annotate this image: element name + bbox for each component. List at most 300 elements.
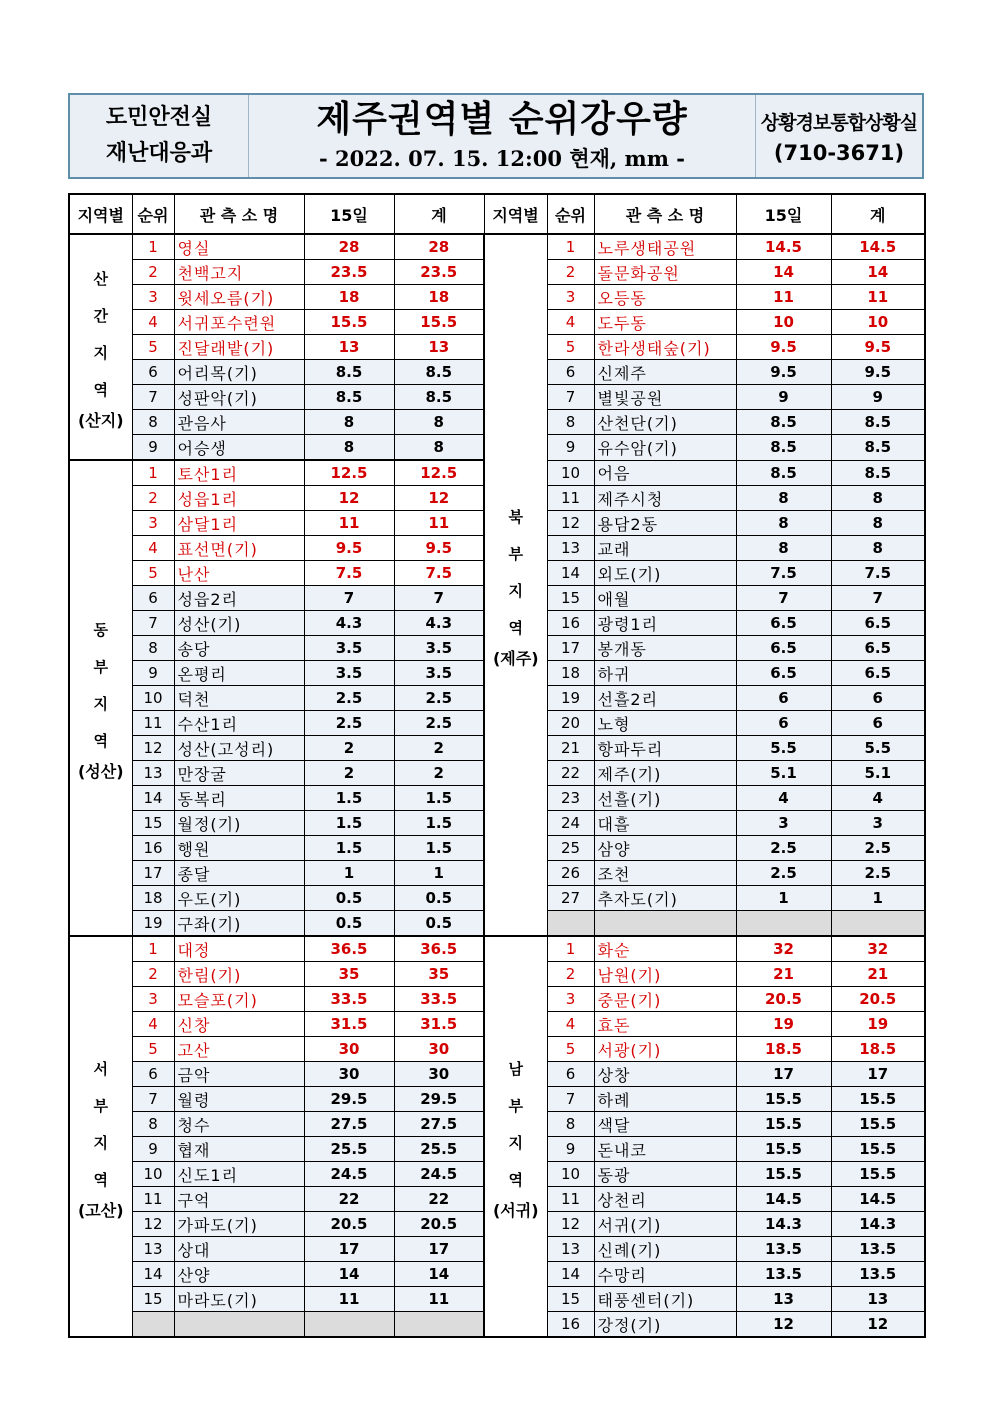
cell-total: 8 <box>831 486 925 511</box>
cell-total: 2 <box>394 761 484 786</box>
cell-rank: 2 <box>132 486 174 511</box>
station-name: 모슬포(기) <box>177 990 258 1010</box>
cell-rank: 27 <box>547 886 594 911</box>
station-name: 표선면(기) <box>177 539 258 559</box>
cell-rank: 8 <box>547 410 594 435</box>
cell-day: 17 <box>304 1237 394 1262</box>
empty-cell <box>547 911 594 937</box>
cell-day: 13 <box>736 1287 831 1312</box>
cell-station <box>594 360 736 385</box>
cell-day: 8 <box>304 410 394 435</box>
station-name: 신제주 <box>597 363 647 383</box>
station-name: 용담2동 <box>597 514 659 534</box>
cell-station <box>594 435 736 461</box>
region-char: 역 <box>93 732 108 750</box>
cell-rank: 5 <box>547 335 594 360</box>
station-name: 제주시청 <box>597 489 664 509</box>
cell-rank: 6 <box>132 586 174 611</box>
station-name: 월령 <box>177 1090 211 1110</box>
cell-station <box>174 360 304 385</box>
cell-day: 2 <box>304 761 394 786</box>
region-east <box>69 460 132 936</box>
cell-total: 6.5 <box>831 661 925 686</box>
cell-total: 1 <box>394 861 484 886</box>
cell-total: 22 <box>394 1187 484 1212</box>
cell-rank: 4 <box>132 536 174 561</box>
station-name: 도두동 <box>597 313 647 333</box>
cell-rank: 2 <box>132 260 174 285</box>
cell-rank: 9 <box>132 661 174 686</box>
cell-rank: 9 <box>547 435 594 461</box>
station-name: 강정(기) <box>597 1315 662 1335</box>
cell-rank: 2 <box>547 260 594 285</box>
cell-station <box>174 686 304 711</box>
contact-block <box>756 95 922 177</box>
station-name: 대흘 <box>597 814 631 834</box>
cell-total: 5.5 <box>831 736 925 761</box>
cell-station <box>174 1087 304 1112</box>
cell-day: 1.5 <box>304 811 394 836</box>
cell-total: 7.5 <box>831 561 925 586</box>
cell-station <box>174 886 304 911</box>
cell-station <box>594 561 736 586</box>
cell-station <box>174 1012 304 1037</box>
station-name: 수산1리 <box>177 714 239 734</box>
region-char: 역 <box>93 381 108 399</box>
cell-day: 8 <box>736 536 831 561</box>
cell-day: 15.5 <box>304 310 394 335</box>
col-total: 계 <box>394 194 484 234</box>
cell-rank: 12 <box>132 1212 174 1237</box>
cell-total: 3.5 <box>394 661 484 686</box>
cell-station <box>174 761 304 786</box>
cell-rank: 23 <box>547 786 594 811</box>
station-name: 애월 <box>597 589 631 609</box>
cell-station <box>174 1037 304 1062</box>
station-name: 만장굴 <box>177 764 227 784</box>
cell-day: 1 <box>304 861 394 886</box>
cell-day: 12 <box>304 486 394 511</box>
cell-day: 14.3 <box>736 1212 831 1237</box>
station-name: 온평리 <box>177 664 227 684</box>
cell-rank: 9 <box>132 435 174 461</box>
station-name: 조천 <box>597 864 631 884</box>
cell-station <box>174 861 304 886</box>
cell-day: 3.5 <box>304 636 394 661</box>
cell-rank: 3 <box>132 987 174 1012</box>
cell-rank: 11 <box>132 1187 174 1212</box>
cell-station <box>594 786 736 811</box>
region-char: 서 <box>93 1059 108 1078</box>
station-name: 오등동 <box>597 288 647 308</box>
cell-day: 18 <box>304 285 394 310</box>
cell-total: 2.5 <box>394 711 484 736</box>
cell-total: 29.5 <box>394 1087 484 1112</box>
report-header <box>68 93 924 179</box>
station-name: 외도(기) <box>597 564 662 584</box>
station-name: 성산(기) <box>177 614 242 634</box>
cell-station <box>594 335 736 360</box>
cell-rank: 5 <box>132 561 174 586</box>
cell-station <box>594 1087 736 1112</box>
cell-station <box>594 1162 736 1187</box>
cell-day: 7.5 <box>736 561 831 586</box>
region-char: 부 <box>93 658 108 676</box>
cell-day: 19 <box>736 1012 831 1037</box>
cell-day: 8 <box>736 486 831 511</box>
cell-rank: 16 <box>547 611 594 636</box>
cell-station <box>174 335 304 360</box>
cell-station <box>594 234 736 260</box>
cell-rank: 19 <box>547 686 594 711</box>
cell-station <box>174 586 304 611</box>
cell-total: 8.5 <box>394 385 484 410</box>
cell-rank: 8 <box>547 1112 594 1137</box>
cell-rank: 3 <box>547 285 594 310</box>
cell-total: 17 <box>394 1237 484 1262</box>
station-name: 항파두리 <box>597 739 664 759</box>
cell-total: 9.5 <box>394 536 484 561</box>
station-name: 금악 <box>177 1065 211 1085</box>
department-block <box>70 95 248 177</box>
cell-rank: 1 <box>132 234 174 260</box>
station-name: 행원 <box>177 839 211 859</box>
station-name: 청수 <box>177 1115 211 1135</box>
cell-total: 14.5 <box>831 234 925 260</box>
cell-total: 11 <box>394 511 484 536</box>
cell-total: 12.5 <box>394 460 484 486</box>
cell-total: 28 <box>394 234 484 260</box>
region-char: 남 <box>508 1059 523 1078</box>
cell-day: 23.5 <box>304 260 394 285</box>
cell-station <box>594 1187 736 1212</box>
cell-rank: 4 <box>132 310 174 335</box>
cell-day: 13 <box>304 335 394 360</box>
cell-total: 12 <box>394 486 484 511</box>
station-name: 신례(기) <box>597 1240 662 1260</box>
cell-day: 6 <box>736 711 831 736</box>
cell-day: 29.5 <box>304 1087 394 1112</box>
cell-rank: 12 <box>132 736 174 761</box>
cell-day: 8.5 <box>304 385 394 410</box>
cell-day: 2.5 <box>304 711 394 736</box>
cell-rank: 16 <box>547 1312 594 1338</box>
cell-day: 5.1 <box>736 761 831 786</box>
region-char: 지 <box>508 1133 523 1152</box>
cell-station <box>594 861 736 886</box>
cell-station <box>174 936 304 962</box>
cell-day: 7 <box>736 586 831 611</box>
region-char: 지 <box>93 344 108 362</box>
station-name: 구억 <box>177 1190 211 1210</box>
cell-total: 23.5 <box>394 260 484 285</box>
cell-total: 8 <box>394 435 484 461</box>
cell-total: 4.3 <box>394 611 484 636</box>
cell-total: 8 <box>831 511 925 536</box>
cell-total: 9 <box>831 385 925 410</box>
cell-station <box>594 1012 736 1037</box>
col-region: 지역별 <box>69 194 132 234</box>
cell-rank: 3 <box>132 285 174 310</box>
cell-day: 14.5 <box>736 234 831 260</box>
cell-total: 1.5 <box>394 811 484 836</box>
cell-day: 1.5 <box>304 786 394 811</box>
cell-total: 30 <box>394 1037 484 1062</box>
station-name: 화순 <box>597 940 631 960</box>
cell-rank: 8 <box>132 410 174 435</box>
region-char: 동 <box>93 621 108 639</box>
cell-rank: 18 <box>132 886 174 911</box>
region-char: 지 <box>93 1133 108 1152</box>
cell-station <box>594 310 736 335</box>
cell-day: 15.5 <box>736 1162 831 1187</box>
station-name: 고산 <box>177 1040 211 1060</box>
station-name: 선흘2리 <box>597 689 659 709</box>
cell-station <box>174 1262 304 1287</box>
cell-total: 12 <box>831 1312 925 1338</box>
cell-rank: 1 <box>547 234 594 260</box>
station-name: 어리목(기) <box>177 363 258 383</box>
cell-station <box>174 435 304 461</box>
cell-station <box>594 886 736 911</box>
cell-total: 20.5 <box>831 987 925 1012</box>
cell-day: 8.5 <box>736 410 831 435</box>
station-name: 덕천 <box>177 689 211 709</box>
cell-day: 2.5 <box>736 861 831 886</box>
cell-day: 8 <box>736 511 831 536</box>
station-name: 신도1리 <box>177 1165 239 1185</box>
cell-station <box>594 486 736 511</box>
cell-station <box>174 661 304 686</box>
station-name: 성판악(기) <box>177 388 258 408</box>
cell-total: 7 <box>831 586 925 611</box>
cell-rank: 15 <box>547 1287 594 1312</box>
cell-total: 13.5 <box>831 1262 925 1287</box>
cell-total: 25.5 <box>394 1137 484 1162</box>
cell-total: 21 <box>831 962 925 987</box>
cell-day: 1 <box>736 886 831 911</box>
cell-station <box>594 1137 736 1162</box>
empty-cell <box>831 911 925 937</box>
station-name: 서귀포수련원 <box>177 313 277 333</box>
cell-station <box>594 1037 736 1062</box>
region-char: 지 <box>508 582 523 600</box>
cell-day: 0.5 <box>304 886 394 911</box>
cell-station <box>174 962 304 987</box>
cell-station <box>174 410 304 435</box>
station-name: 진달래밭(기) <box>177 338 275 358</box>
cell-station <box>174 1212 304 1237</box>
cell-station <box>174 1062 304 1087</box>
station-name: 제주(기) <box>597 764 662 784</box>
cell-station <box>594 836 736 861</box>
col-total: 계 <box>831 194 925 234</box>
cell-station <box>174 736 304 761</box>
cell-day: 36.5 <box>304 936 394 962</box>
cell-day: 4 <box>736 786 831 811</box>
cell-station <box>174 260 304 285</box>
cell-total: 13 <box>394 335 484 360</box>
cell-day: 7 <box>304 586 394 611</box>
cell-station <box>174 987 304 1012</box>
cell-station <box>594 736 736 761</box>
cell-station <box>174 561 304 586</box>
cell-rank: 7 <box>132 1087 174 1112</box>
cell-day: 11 <box>304 511 394 536</box>
cell-station <box>174 1287 304 1312</box>
office-name: 상황경보통합상황실 <box>760 111 918 134</box>
cell-rank: 3 <box>547 987 594 1012</box>
station-name: 토산1리 <box>177 464 239 484</box>
cell-total: 14.5 <box>831 1187 925 1212</box>
cell-rank: 22 <box>547 761 594 786</box>
cell-station <box>174 911 304 937</box>
cell-station <box>174 636 304 661</box>
cell-rank: 24 <box>547 811 594 836</box>
cell-total: 0.5 <box>394 886 484 911</box>
cell-day: 20.5 <box>304 1212 394 1237</box>
cell-total: 14.3 <box>831 1212 925 1237</box>
empty-cell <box>304 1312 394 1338</box>
cell-day: 12.5 <box>304 460 394 486</box>
cell-day: 8.5 <box>736 435 831 461</box>
station-name: 상대 <box>177 1240 211 1260</box>
station-name: 돈내코 <box>597 1140 647 1160</box>
cell-total: 11 <box>394 1287 484 1312</box>
cell-rank: 9 <box>132 1137 174 1162</box>
station-name: 노루생태공원 <box>597 238 697 258</box>
cell-station <box>594 385 736 410</box>
cell-rank: 12 <box>547 511 594 536</box>
region-char: 간 <box>93 307 108 325</box>
cell-day: 27.5 <box>304 1112 394 1137</box>
cell-station <box>174 811 304 836</box>
cell-total: 13.5 <box>831 1237 925 1262</box>
region-char: 역 <box>93 1170 108 1189</box>
cell-day: 35 <box>304 962 394 987</box>
table-body <box>69 234 925 1337</box>
cell-rank: 17 <box>132 861 174 886</box>
station-name: 영실 <box>177 238 211 258</box>
cell-day: 6.5 <box>736 661 831 686</box>
cell-station <box>174 285 304 310</box>
cell-day: 13.5 <box>736 1262 831 1287</box>
station-name: 상천리 <box>597 1190 647 1210</box>
cell-station <box>594 711 736 736</box>
cell-total: 33.5 <box>394 987 484 1012</box>
cell-station <box>174 1112 304 1137</box>
cell-day: 30 <box>304 1037 394 1062</box>
cell-total: 3 <box>831 811 925 836</box>
region-paren: (서귀) <box>492 1200 539 1220</box>
station-name: 성읍2리 <box>177 589 239 609</box>
cell-day: 25.5 <box>304 1137 394 1162</box>
cell-rank: 3 <box>132 511 174 536</box>
cell-station <box>174 711 304 736</box>
cell-total: 1.5 <box>394 836 484 861</box>
cell-day: 9.5 <box>736 335 831 360</box>
cell-day: 2.5 <box>736 836 831 861</box>
cell-station <box>174 1187 304 1212</box>
station-name: 가파도(기) <box>177 1215 258 1235</box>
cell-rank: 11 <box>547 1187 594 1212</box>
station-name: 봉개동 <box>597 639 647 659</box>
cell-station <box>594 511 736 536</box>
cell-total: 8.5 <box>394 360 484 385</box>
cell-total: 35 <box>394 962 484 987</box>
cell-day: 0.5 <box>304 911 394 937</box>
page-title: 제주권역별 순위강우량 <box>316 99 688 140</box>
cell-rank: 21 <box>547 736 594 761</box>
cell-rank: 12 <box>547 1212 594 1237</box>
region-char: 역 <box>508 1170 523 1189</box>
cell-rank: 11 <box>547 486 594 511</box>
cell-station <box>594 761 736 786</box>
station-name: 상창 <box>597 1065 631 1085</box>
cell-station <box>174 460 304 486</box>
cell-station <box>594 1212 736 1237</box>
cell-station <box>594 987 736 1012</box>
cell-total: 6.5 <box>831 636 925 661</box>
cell-total: 4 <box>831 786 925 811</box>
station-name: 윗세오름(기) <box>177 288 275 308</box>
station-name: 효돈 <box>597 1015 631 1035</box>
station-name: 산양 <box>177 1265 211 1285</box>
cell-station <box>174 385 304 410</box>
cell-rank: 4 <box>132 1012 174 1037</box>
cell-day: 10 <box>736 310 831 335</box>
cell-station <box>594 460 736 486</box>
cell-day: 1.5 <box>304 836 394 861</box>
station-name: 난산 <box>177 564 211 584</box>
cell-total: 15.5 <box>831 1162 925 1187</box>
station-name: 남원(기) <box>597 965 662 985</box>
cell-total: 2.5 <box>831 861 925 886</box>
station-name: 수망리 <box>597 1265 647 1285</box>
cell-rank: 15 <box>547 586 594 611</box>
table-header-row <box>69 194 925 234</box>
col-station: 관 측 소 명 <box>174 194 304 234</box>
cell-total: 0.5 <box>394 911 484 937</box>
rainfall-table <box>68 193 926 1338</box>
cell-day: 15.5 <box>736 1137 831 1162</box>
cell-station <box>594 285 736 310</box>
cell-total: 9.5 <box>831 335 925 360</box>
station-name: 삼양 <box>597 839 631 859</box>
department-line-1: 도민안전실 <box>105 105 213 130</box>
region-char: 부 <box>93 1096 108 1115</box>
title-block <box>248 95 756 177</box>
cell-station <box>174 511 304 536</box>
cell-day: 11 <box>736 285 831 310</box>
cell-total: 6 <box>831 686 925 711</box>
cell-day: 9.5 <box>304 536 394 561</box>
cell-total: 8.5 <box>831 435 925 461</box>
cell-rank: 13 <box>132 1237 174 1262</box>
cell-total: 8.5 <box>831 460 925 486</box>
cell-total: 8 <box>394 410 484 435</box>
cell-station <box>594 586 736 611</box>
region-char: 산 <box>93 270 108 288</box>
cell-station <box>594 636 736 661</box>
cell-rank: 10 <box>132 1162 174 1187</box>
cell-day: 9 <box>736 385 831 410</box>
station-name: 어음 <box>597 464 631 484</box>
cell-day: 33.5 <box>304 987 394 1012</box>
station-name: 색달 <box>597 1115 631 1135</box>
cell-station <box>174 1237 304 1262</box>
table-row <box>69 234 925 260</box>
